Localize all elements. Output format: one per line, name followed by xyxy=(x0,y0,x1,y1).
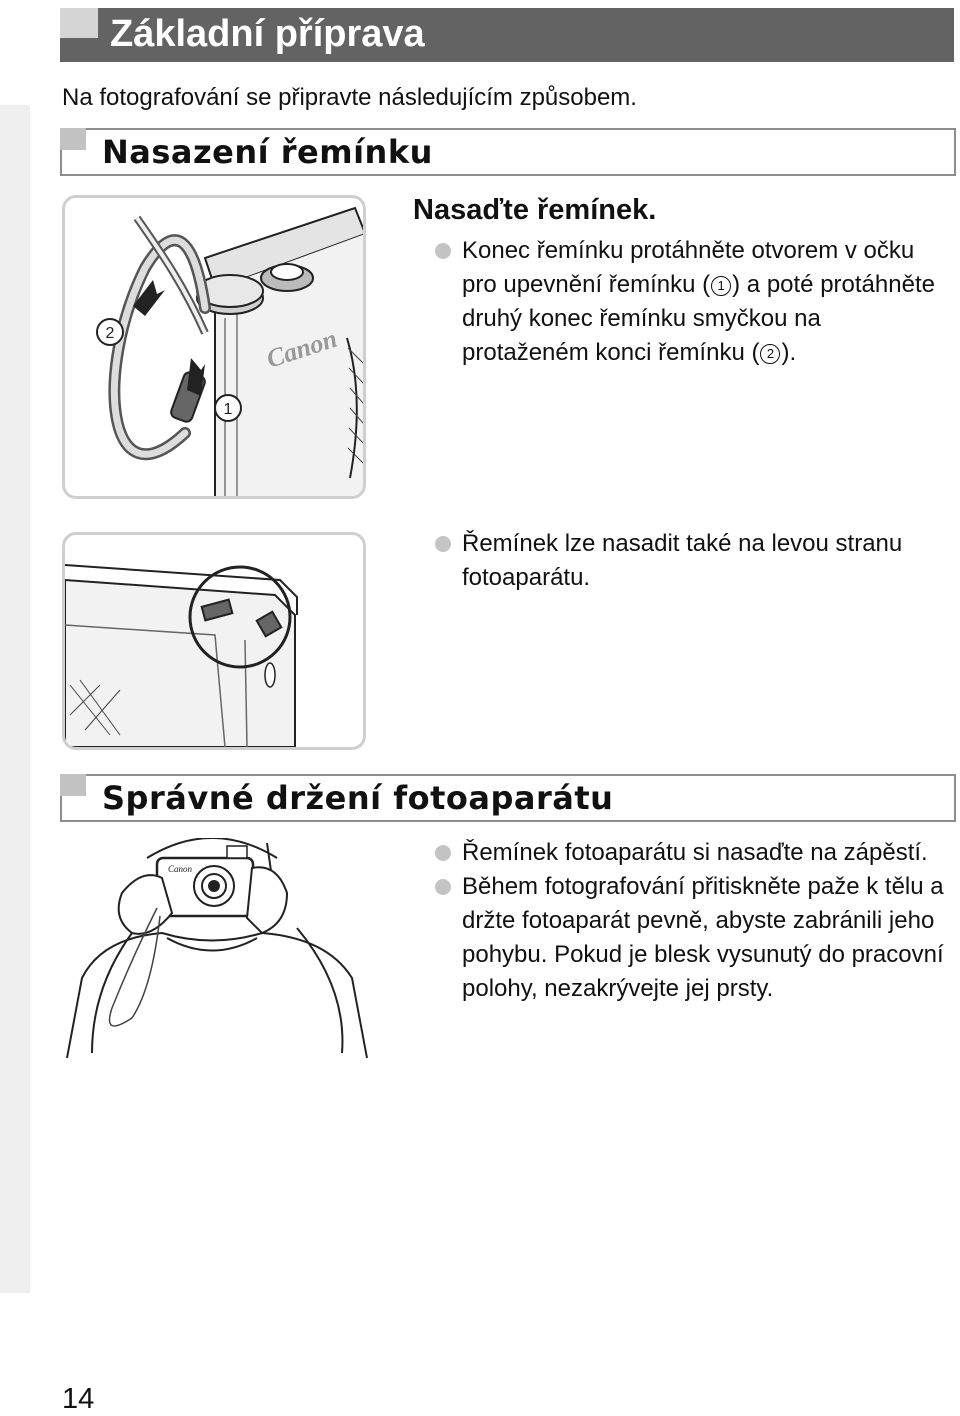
step-heading: Nasaďte řemínek. xyxy=(413,194,657,226)
bullet-dot-icon xyxy=(435,845,451,861)
bullet-text-part: ). xyxy=(781,339,797,366)
section-marker xyxy=(60,774,86,796)
bullet-dot-icon xyxy=(435,879,451,895)
section-title: Nasazení řemínku xyxy=(102,133,433,171)
bullet-item xyxy=(433,234,953,370)
side-thumb-strip xyxy=(0,105,30,1293)
holding-instructions xyxy=(433,836,953,1006)
figure-strap-left-side xyxy=(62,532,366,750)
left-side-note xyxy=(433,527,953,595)
bullet-text: Během fotografování přitiskněte paže k tělu a držte fotoaparát pevně, abyste zabránili jeho pohybu. Pokud je blesk vysunutý do pracovní polohy, nezakrývejte jej prsty. xyxy=(462,873,944,1002)
bullet-text-part: Konec řemínku protáhněte otvorem v očku pro upevnění řemínku ( xyxy=(462,237,915,298)
section-header-holding xyxy=(60,774,956,822)
page-number: 14 xyxy=(62,1383,95,1415)
bullet-text: Řemínek lze nasadit také na levou stranu fotoaparátu. xyxy=(462,530,903,591)
strap-attach-illustration xyxy=(65,198,363,496)
figure-holding-camera xyxy=(62,838,372,1060)
bullet-dot-icon xyxy=(435,243,451,259)
intro-text: Na fotografování se připravte následujícím způsobem. xyxy=(62,84,637,111)
bullet-item xyxy=(433,836,953,870)
section-header-strap xyxy=(60,128,956,176)
brand-logo: Canon xyxy=(168,864,193,874)
callout-1-label: 1 xyxy=(223,401,233,418)
holding-camera-illustration xyxy=(62,838,372,1060)
callout-2-label: 2 xyxy=(105,325,115,342)
section-title: Správné držení fotoaparátu xyxy=(102,779,614,817)
brand-logo: Canon xyxy=(262,323,341,374)
bullet-item xyxy=(433,870,953,1006)
bullet-dot-icon xyxy=(435,536,451,552)
bullet-text-part: ) a poté protáhněte druhý konec řemínku smyčkou na protaženém konci řemínku ( xyxy=(462,271,935,366)
chapter-title: Základní příprava xyxy=(110,13,425,55)
bullet-item xyxy=(433,527,953,595)
chapter-header-tab xyxy=(60,8,98,38)
strap-left-side-illustration xyxy=(65,535,363,747)
section-marker xyxy=(60,128,86,150)
figure-strap-attach xyxy=(62,195,366,499)
circled-number-1-icon: 1 xyxy=(711,276,731,296)
bullet-text: Řemínek fotoaparátu si nasaďte na zápěstí. xyxy=(462,839,928,866)
circled-number-2-icon: 2 xyxy=(760,344,780,364)
strap-instructions xyxy=(433,234,953,370)
